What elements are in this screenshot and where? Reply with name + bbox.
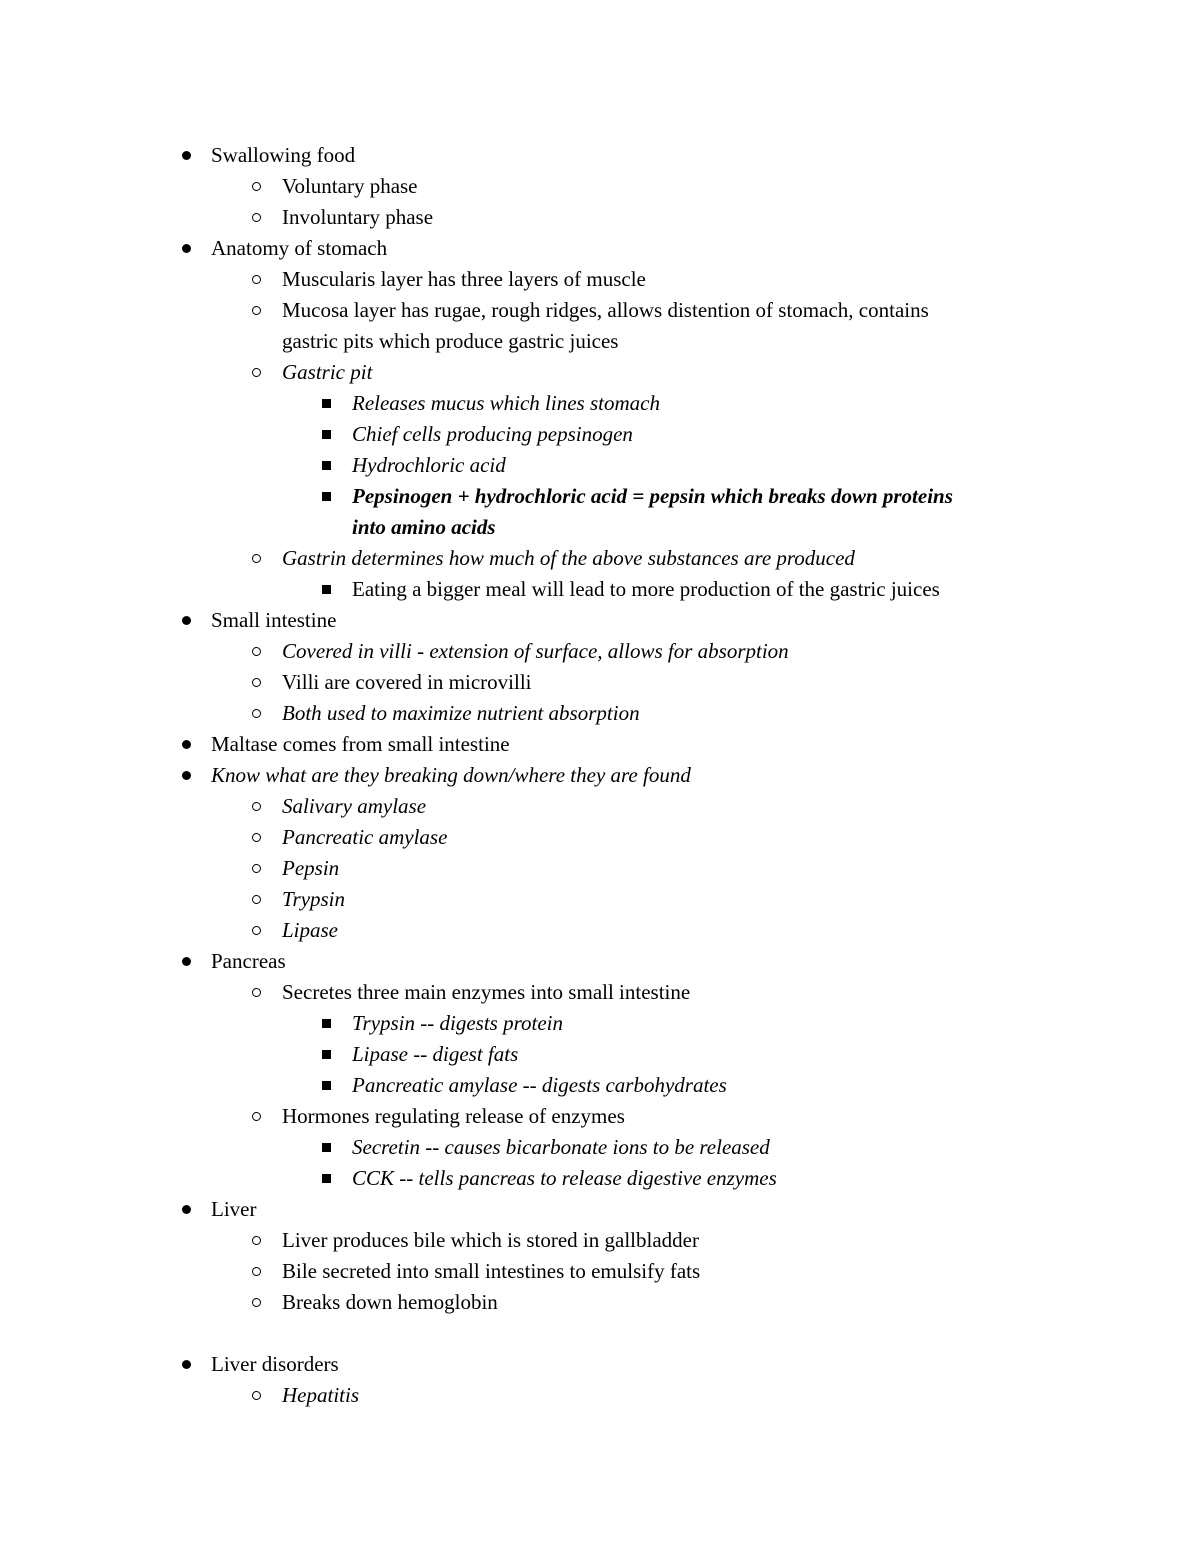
outline-item-level-2 (0, 1101, 1200, 1132)
outline-item-text: Pancreatic amylase -- digests carbohydrates (352, 1073, 727, 1097)
outline-item-level-2 (0, 915, 1200, 946)
hollow-bullet-icon (244, 202, 268, 233)
outline-item-level-1 (0, 233, 1200, 264)
outline-item-text: Trypsin (282, 887, 346, 911)
hollow-bullet-icon (244, 636, 268, 667)
outline-item-text: Lipase -- digest fats (352, 1042, 519, 1066)
outline-item-level-2 (0, 822, 1200, 853)
outline-item-level-2 (0, 264, 1200, 295)
outline-item-text-continuation: into amino acids (352, 515, 496, 539)
outline-item-level-3 (0, 512, 1200, 543)
filled-bullet-icon (174, 760, 198, 791)
outline-item-text: Bile secreted into small intestines to emulsify fats (282, 1259, 701, 1283)
outline-item-text: Breaks down hemoglobin (282, 1290, 498, 1314)
outline-item-text: Hydrochloric acid (352, 453, 506, 477)
outline-item-text: CCK -- tells pancreas to release digestive enzymes (352, 1166, 777, 1190)
outline-item-level-2 (0, 357, 1200, 388)
hollow-bullet-icon (244, 1256, 268, 1287)
outline-item-level-1 (0, 760, 1200, 791)
filled-bullet-icon (174, 1194, 198, 1225)
outline-item-text: Pepsin (282, 856, 340, 880)
outline-item-level-2 (0, 171, 1200, 202)
outline-item-level-1 (0, 605, 1200, 636)
filled-bullet-icon (174, 946, 198, 977)
outline-item-level-2 (0, 791, 1200, 822)
outline-item-level-2 (0, 202, 1200, 233)
square-bullet-icon (314, 481, 338, 512)
outline-item-level-1 (0, 140, 1200, 171)
outline-item-level-1 (0, 729, 1200, 760)
outline-item-text: Both used to maximize nutrient absorption (282, 701, 640, 725)
outline-item-text: Hormones regulating release of enzymes (282, 1104, 625, 1128)
hollow-bullet-icon (244, 791, 268, 822)
outline-item-level-2 (0, 667, 1200, 698)
square-bullet-icon (314, 1132, 338, 1163)
hollow-bullet-icon (244, 822, 268, 853)
hollow-bullet-icon (244, 977, 268, 1008)
outline-item-text: Pancreas (211, 949, 286, 973)
square-bullet-icon (314, 419, 338, 450)
square-bullet-icon (314, 388, 338, 419)
hollow-bullet-icon (244, 295, 268, 326)
outline-item-level-1 (0, 946, 1200, 977)
filled-bullet-icon (174, 729, 198, 760)
outline-item-text: Gastric pit (282, 360, 373, 384)
hollow-bullet-icon (244, 884, 268, 915)
outline-item-text: Releases mucus which lines stomach (352, 391, 660, 415)
document-page (0, 140, 1200, 1411)
outline-item-text: Chief cells producing pepsinogen (352, 422, 633, 446)
filled-bullet-icon (174, 605, 198, 636)
square-bullet-icon (314, 574, 338, 605)
square-bullet-icon (314, 1070, 338, 1101)
outline-item-level-2 (0, 1225, 1200, 1256)
outline-item-level-3 (0, 1039, 1200, 1070)
hollow-bullet-icon (244, 698, 268, 729)
hollow-bullet-icon (244, 264, 268, 295)
outline-item-text: Liver produces bile which is stored in gallbladder (282, 1228, 699, 1252)
outline-item-level-2 (0, 977, 1200, 1008)
outline-item-text: Trypsin -- digests protein (352, 1011, 563, 1035)
outline-item-level-2 (0, 698, 1200, 729)
outline-item-text: Covered in villi - extension of surface, allows for absorption (282, 639, 789, 663)
outline-item-text: Liver (211, 1197, 257, 1221)
outline-item-text: Pepsinogen + hydrochloric acid = pepsin which breaks down proteins (352, 484, 953, 508)
hollow-bullet-icon (244, 357, 268, 388)
outline-item-level-3 (0, 1132, 1200, 1163)
filled-bullet-icon (174, 1349, 198, 1380)
outline-item-text: Muscularis layer has three layers of muscle (282, 267, 646, 291)
outline-item-text: Lipase (282, 918, 339, 942)
square-bullet-icon (314, 450, 338, 481)
outline-item-level-2 (0, 1287, 1200, 1318)
outline-item-level-2 (0, 295, 1200, 326)
hollow-bullet-icon (244, 1101, 268, 1132)
outline-item-level-3 (0, 574, 1200, 605)
outline-item-level-2 (0, 853, 1200, 884)
hollow-bullet-icon (244, 1380, 268, 1411)
outline-item-text: Small intestine (211, 608, 337, 632)
outline-item-level-2 (0, 884, 1200, 915)
outline-item-text: Swallowing food (211, 143, 356, 167)
outline-item-text: Anatomy of stomach (211, 236, 388, 260)
outline-item-level-3 (0, 481, 1200, 512)
outline-item-level-3 (0, 419, 1200, 450)
square-bullet-icon (314, 1039, 338, 1070)
filled-bullet-icon (174, 140, 198, 171)
outline-item-text: Maltase comes from small intestine (211, 732, 510, 756)
hollow-bullet-icon (244, 667, 268, 698)
outline-item-level-2 (0, 1380, 1200, 1411)
square-bullet-icon (314, 1163, 338, 1194)
filled-bullet-icon (174, 233, 198, 264)
outline-item-text-continuation: gastric pits which produce gastric juices (282, 329, 619, 353)
hollow-bullet-icon (244, 915, 268, 946)
outline-item-text: Eating a bigger meal will lead to more production of the gastric juices (352, 577, 940, 601)
outline-item-text: Mucosa layer has rugae, rough ridges, allows distention of stomach, contains (282, 298, 929, 322)
outline-item-text: Villi are covered in microvilli (282, 670, 532, 694)
outline-item-level-3 (0, 1163, 1200, 1194)
outline-item-text: Salivary amylase (282, 794, 427, 818)
outline-item-level-3 (0, 388, 1200, 419)
outline-item-level-2 (0, 1256, 1200, 1287)
outline-item-level-2 (0, 543, 1200, 574)
outline-item-text: Secretin -- causes bicarbonate ions to be released (352, 1135, 770, 1159)
outline-item-level-3 (0, 1008, 1200, 1039)
outline-item-text: Involuntary phase (282, 205, 434, 229)
outline-item-text: Pancreatic amylase (282, 825, 448, 849)
blank-line (0, 1318, 1200, 1349)
hollow-bullet-icon (244, 1287, 268, 1318)
outline-item-text: Know what are they breaking down/where they are found (211, 763, 691, 787)
outline-item-level-3 (0, 1070, 1200, 1101)
outline-item-text: Gastrin determines how much of the above substances are produced (282, 546, 855, 570)
square-bullet-icon (314, 1008, 338, 1039)
outline-item-text: Secretes three main enzymes into small intestine (282, 980, 691, 1004)
hollow-bullet-icon (244, 171, 268, 202)
outline-item-text: Hepatitis (282, 1383, 359, 1407)
outline-item-text: Voluntary phase (282, 174, 418, 198)
outline-item-level-1 (0, 1349, 1200, 1380)
outline-item-level-2 (0, 326, 1200, 357)
outline-item-level-1 (0, 1194, 1200, 1225)
hollow-bullet-icon (244, 853, 268, 884)
outline-item-level-3 (0, 450, 1200, 481)
hollow-bullet-icon (244, 543, 268, 574)
outline-item-text: Liver disorders (211, 1352, 339, 1376)
hollow-bullet-icon (244, 1225, 268, 1256)
outline-item-level-2 (0, 636, 1200, 667)
